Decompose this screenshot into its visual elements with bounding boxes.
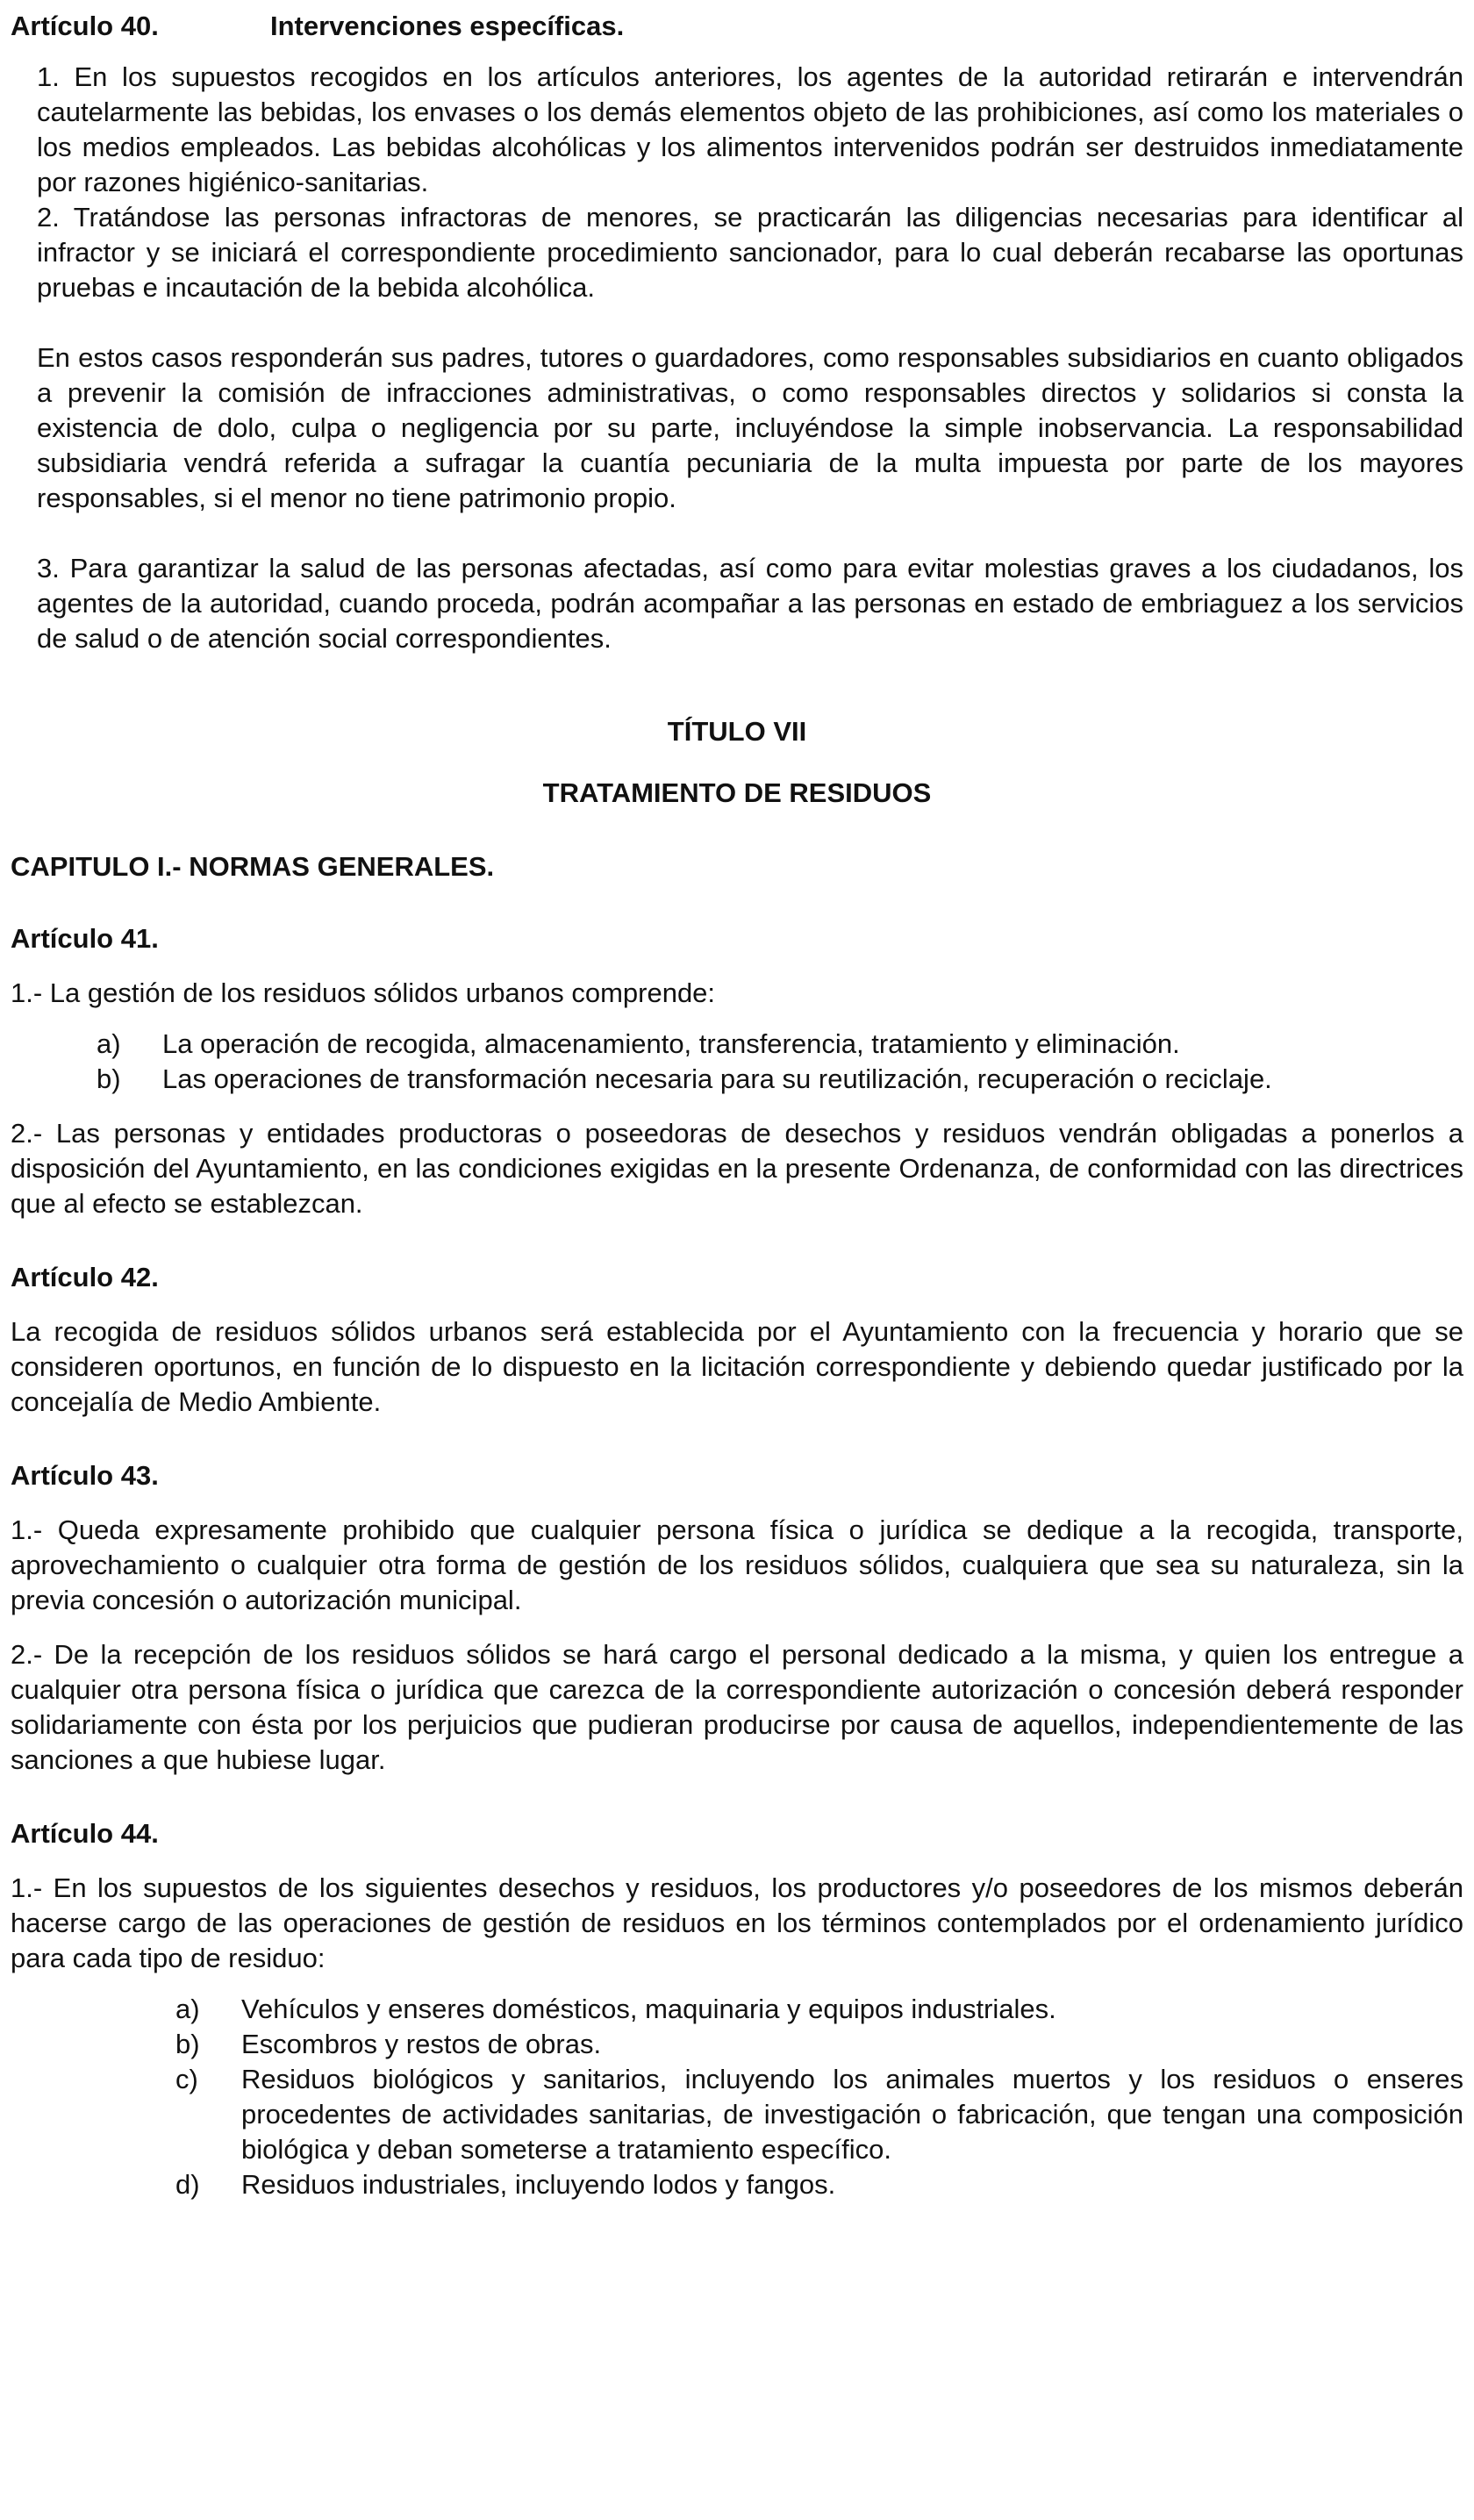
article-43-paragraph-1: 1.- Queda expresamente prohibido que cualquier persona física o jurídica se dedique a la recogida, transporte, aprovechamiento o cualquier otra forma de gestión de los residuos sólidos, cualquiera que sea su naturaleza, sin la previa concesión o autorización municipal. <box>11 1514 1463 1615</box>
list-item <box>11 1062 1463 1097</box>
list-item-text: Residuos biológicos y sanitarios, incluyendo los animales muertos y los residuos o enseres procedentes de actividades sanitarias, de investigación o fabricación, que tengan una composición biológica y deban someterse a tratamiento específico. <box>241 2064 1463 2165</box>
list-item-text: Las operaciones de transformación necesaria para su reutilización, recuperación o reciclaje. <box>162 1063 1272 1094</box>
list-item <box>11 2027 1463 2062</box>
title-number: TÍTULO VII <box>667 716 807 747</box>
chapter-heading: CAPITULO I.- NORMAS GENERALES. <box>11 851 495 882</box>
list-item-letter: c) <box>175 2064 198 2094</box>
article-41-paragraph-2: 2.- Las personas y entidades productoras o poseedoras de desechos y residuos vendrán obligadas a ponerlos a disposición del Ayuntamiento, en las condiciones exigidas en la presente Ordenanza, de conformidad con las directrices que al efecto se establezcan. <box>11 1118 1463 1219</box>
article-40-heading <box>11 9 1463 44</box>
list-item-letter: a) <box>175 1994 200 2024</box>
list-item-text: Vehículos y enseres domésticos, maquinaria y equipos industriales. <box>241 1994 1056 2024</box>
title-block <box>11 714 1463 811</box>
article-41-intro: 1.- La gestión de los residuos sólidos urbanos comprende: <box>11 977 716 1008</box>
list-item <box>11 2062 1463 2167</box>
list-item-text: Escombros y restos de obras. <box>241 2029 602 2059</box>
article-42-heading: Artículo 42. <box>11 1262 159 1292</box>
list-item-letter: b) <box>97 1063 121 1094</box>
list-item-text: La operación de recogida, almacenamiento, transferencia, tratamiento y eliminación. <box>162 1028 1180 1059</box>
article-40-paragraph-3: En estos casos responderán sus padres, tutores o guardadores, como responsables subsidiarios en cuanto obligados a prevenir la comisión de infracciones administrativas, o como responsables directos y solidarios si consta la existencia de dolo, culpa o negligencia por su parte, incluyéndose la simple inobservancia. La responsabilidad subsidiaria vendrá referida a sufragar la cuantía pecuniaria de la multa impuesta por parte de los mayores responsables, si el menor no tiene patrimonio propio. <box>37 342 1463 513</box>
article-40-paragraph-4: 3. Para garantizar la salud de las personas afectadas, así como para evitar molestias graves a los ciudadanos, los agentes de la autoridad, cuando proceda, podrán acompañar a las personas en estado de embriaguez a los servicios de salud o de atención social correspondientes. <box>37 553 1463 654</box>
article-42-paragraph-1: La recogida de residuos sólidos urbanos será establecida por el Ayuntamiento con la frecuencia y horario que se consideren oportunos, en función de lo dispuesto en la licitación correspondiente y debiendo quedar justificado por la concejalía de Medio Ambiente. <box>11 1316 1463 1417</box>
article-43-heading: Artículo 43. <box>11 1460 159 1491</box>
article-40-title: Intervenciones específicas. <box>270 11 625 41</box>
article-41-list <box>11 1027 1463 1097</box>
list-item-text: Residuos industriales, incluyendo lodos y fangos. <box>241 2169 836 2200</box>
article-44-heading: Artículo 44. <box>11 1818 159 1849</box>
article-44-intro: 1.- En los supuestos de los siguientes desechos y residuos, los productores y/o poseedores de los mismos deberán hacerse cargo de las operaciones de gestión de residuos en los términos contemplados por el ordenamiento jurídico para cada tipo de residuo: <box>11 1872 1463 1973</box>
document-page <box>11 9 1463 2202</box>
article-40-paragraph-2: 2. Tratándose las personas infractoras de menores, se practicarán las diligencias necesarias para identificar al infractor y se iniciará el correspondiente procedimiento sancionador, para lo cual deberán recabarse las oportunas pruebas e incautación de la bebida alcohólica. <box>37 202 1463 303</box>
list-item-letter: b) <box>175 2029 200 2059</box>
article-41-heading: Artículo 41. <box>11 923 159 954</box>
list-item <box>11 1992 1463 2027</box>
list-item-letter: a) <box>97 1028 121 1059</box>
article-43-paragraph-2: 2.- De la recepción de los residuos sólidos se hará cargo el personal dedicado a la misma, y quien los entregue a cualquier otra persona física o jurídica que carezca de la correspondiente autorización o concesión deberá responder solidariamente con ésta por los perjuicios que pudieran producirse por causa de aquellos, independientemente de las sanciones a que hubiese lugar. <box>11 1639 1463 1775</box>
title-name: TRATAMIENTO DE RESIDUOS <box>542 777 932 808</box>
list-item-letter: d) <box>175 2169 200 2200</box>
article-40-body <box>11 60 1463 656</box>
list-item <box>11 1027 1463 1062</box>
list-item <box>11 2167 1463 2202</box>
article-44-list <box>11 1992 1463 2202</box>
article-40-paragraph-1: 1. En los supuestos recogidos en los artículos anteriores, los agentes de la autoridad retirarán e intervendrán cautelarmente las bebidas, los envases o los demás elementos objeto de las prohibiciones, así como los materiales o los medios empleados. Las bebidas alcohólicas y los alimentos intervenidos podrán ser destruidos inmediatamente por razones higiénico-sanitarias. <box>37 61 1463 197</box>
article-40-number: Artículo 40. <box>11 11 159 41</box>
